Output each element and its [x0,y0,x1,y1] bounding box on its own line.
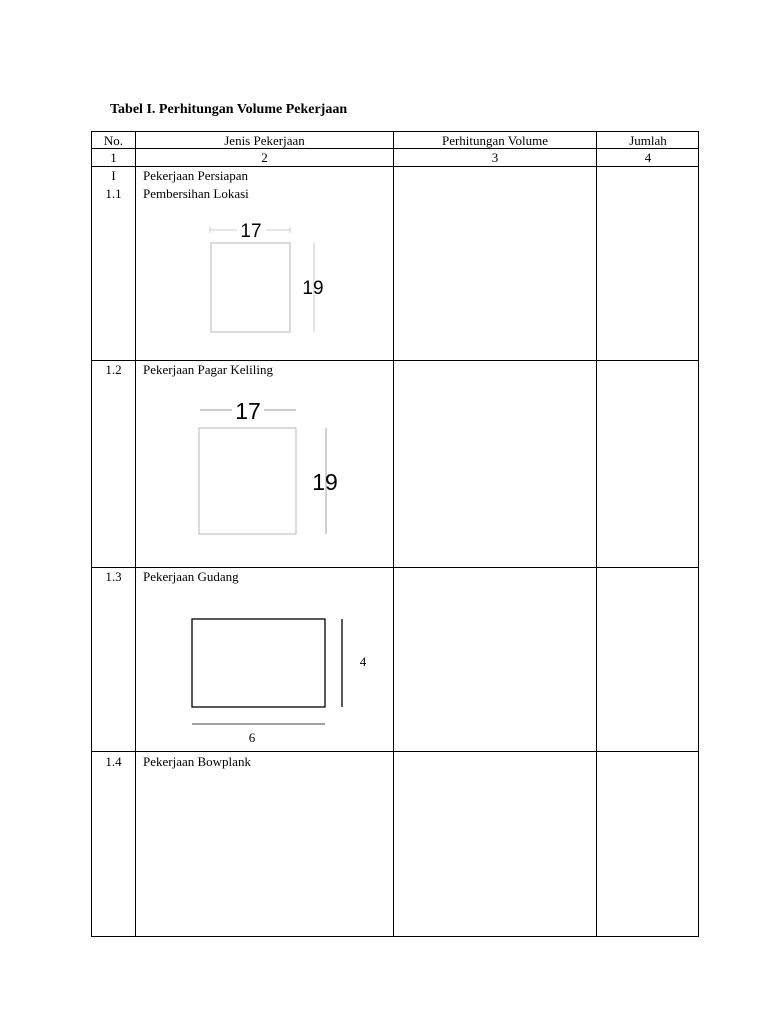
header-perhitungan-volume: Perhitungan Volume [441,133,549,148]
column-number: 1 [110,150,117,165]
row-divider [92,148,698,149]
row-divider [92,751,698,752]
header-jumlah: Jumlah [629,133,667,148]
header-jenis-pekerjaan: Jenis Pekerjaan [224,133,305,148]
column-divider [596,132,597,936]
row-divider [92,360,698,361]
row-jenis-pekerjaan: Pekerjaan Bowplank [143,754,251,769]
row-number: 1.4 [105,754,122,769]
column-number: 2 [261,150,268,165]
height-label: 19 [302,278,324,299]
row-number: 1.3 [105,569,122,584]
width-label: 6 [248,730,256,745]
row-number: 1.1 [105,186,122,201]
column-number: 3 [491,150,499,165]
column-divider [135,132,136,936]
header-no: No. [103,133,124,148]
row-jenis-pekerjaan: Pekerjaan Pagar Keliling [143,362,273,377]
table-title: Tabel I. Perhitungan Volume Pekerjaan [110,102,348,117]
row-jenis-pekerjaan: Pembersihan Lokasi [143,186,249,201]
height-label: 19 [312,469,338,495]
height-label: 4 [359,654,367,669]
volume-table [91,131,699,937]
fence-plan-sketch [196,396,346,541]
column-divider [393,132,394,936]
width-label: 17 [235,398,261,424]
row-jenis-pekerjaan: Pekerjaan Persiapan [143,168,249,183]
site-plan-sketch [200,216,330,336]
row-number: I [111,168,116,183]
row-divider [92,166,698,167]
row-jenis-pekerjaan: Pekerjaan Gudang [143,569,239,584]
warehouse-plan-sketch [190,616,380,746]
row-number: 1.2 [105,362,122,377]
width-label: 17 [240,221,262,242]
column-number: 4 [644,150,652,165]
row-divider [92,567,698,568]
